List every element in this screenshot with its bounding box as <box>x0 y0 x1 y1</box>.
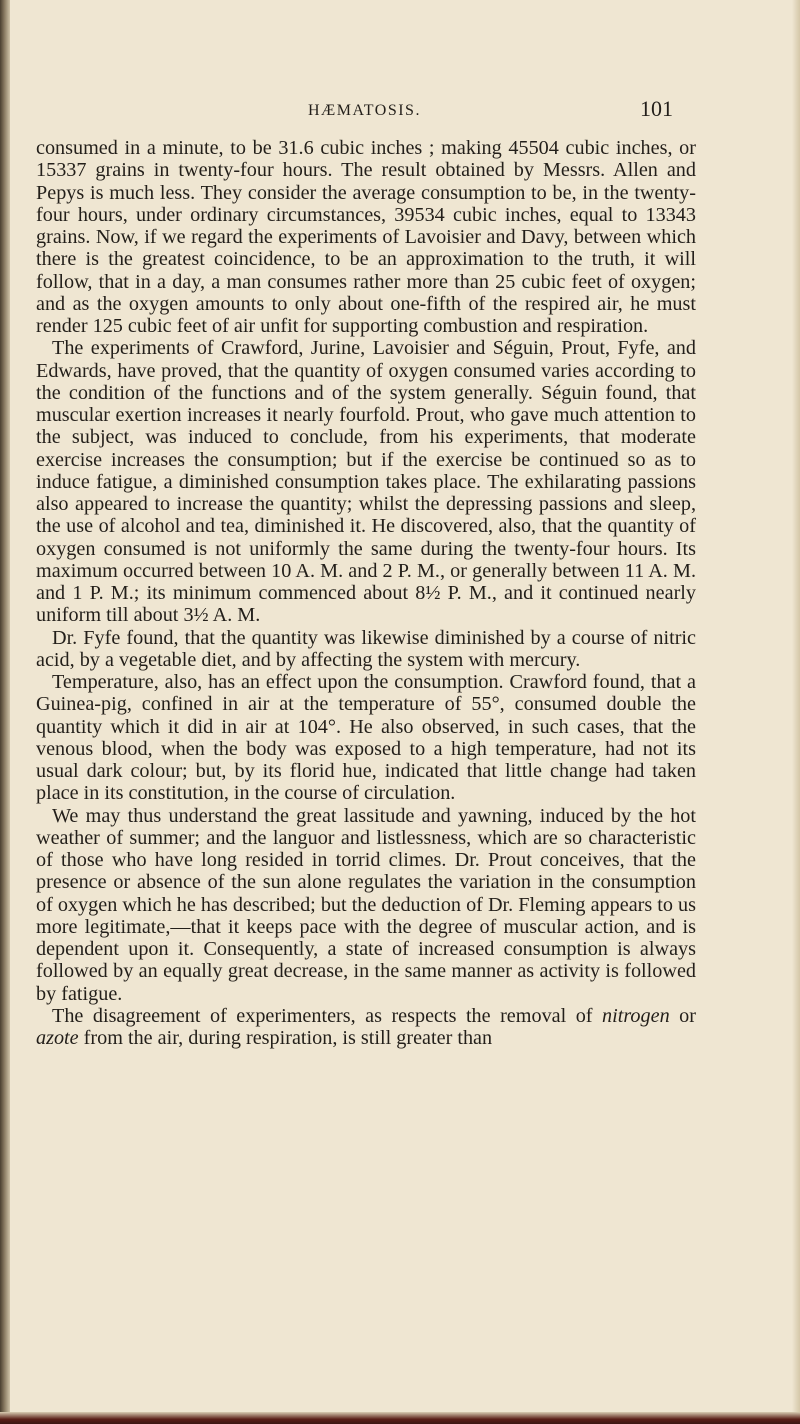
paragraph-6-text-a: The disagreement of experimenters, as respects the removal of <box>52 1004 603 1027</box>
paragraph-6 <box>36 1005 696 1050</box>
term-azote: azote <box>36 1027 79 1049</box>
page-number: 101 <box>640 96 673 121</box>
paragraph-1: consumed in a minute, to be 31.6 cubic inches ; making 45504 cubic inches, or 15337 grains in twenty-four hours. The result obtained by Messrs. Allen and Pepys is much less. They consider the average consumption to be, in the twenty-four hours, under ordinary circumstances, 39534 cubic inches, equal to 13343 grains. Now, if we regard the experiments of Lavoisier and Davy, between which there is the greatest coincidence, to be an approximation to the truth, it will follow, that in a day, a man consumes rather more than 25 cubic feet of oxygen; and as the oxygen amounts to only about one-fifth of the respired air, he must render 125 cubic feet of air unfit for supporting combustion and respiration. <box>36 137 696 337</box>
paragraph-6-text-b: or <box>669 1004 696 1027</box>
page-bottom-edge <box>0 1412 800 1424</box>
body-text <box>36 137 696 1049</box>
running-head: HÆMATOSIS. <box>308 102 421 119</box>
paragraph-6-text-c: from the air, during respiration, is still greater than <box>78 1027 493 1049</box>
paragraph-3: Dr. Fyfe found, that the quantity was likewise diminished by a course of nitric acid, by a vegetable diet, and by affecting the system with mercury. <box>36 626 696 671</box>
term-nitrogen: nitrogen <box>602 1004 670 1027</box>
paragraph-4: Temperature, also, has an effect upon the consumption. Crawford found, that a Guinea-pig, confined in air at the temperature of 55°, consumed double the quantity which it did in air at 104°. He also observed, in such cases, that the venous blood, when the body was exposed to a high temperature, had not its usual dark colour; but, by its florid hue, indicated that little change had taken place in its constitution, in the course of circulation. <box>36 671 696 805</box>
page-header <box>0 96 800 126</box>
paragraph-5: We may thus understand the great lassitude and yawning, induced by the hot weather of summer; and the languor and listlessness, which are so characteristic of those who have long resided in torrid climes. Dr. Prout conceives, that the presence or absence of the sun alone regulates the variation in the consumption of oxygen which he has described; but the deduction of Dr. Fleming appears to us more legitimate,—that it keeps pace with the degree of muscular action, and is dependent upon it. Consequently, a state of increased consumption is always followed by an equally great decrease, in the same manner as activity is followed by fatigue. <box>36 804 696 1005</box>
page-left-edge <box>0 0 10 1424</box>
page-right-edge <box>792 0 800 1424</box>
paragraph-2: The experiments of Crawford, Jurine, Lavoisier and Séguin, Prout, Fyfe, and Edwards, have proved, that the quantity of oxygen consumed varies according to the condition of the functions and of the system generally. Séguin found, that muscular exertion increases it nearly fourfold. Prout, who gave much attention to the subject, was induced to conclude, from his experiments, that moderate exercise increases the consumption; but if the exercise be continued so as to induce fatigue, a diminished consumption takes place. The exhilarating passions also appeared to increase the quantity; whilst the depressing passions and sleep, the use of alcohol and tea, diminished it. He discovered, also, that the quantity of oxygen consumed is not uniformly the same during the twenty-four hours. Its maximum occurred between 10 A. M. and 2 P. M., or generally between 11 A. M. and 1 P. M.; its minimum commenced about 8½ P. M., and it continued nearly uniform till about 3½ A. M. <box>36 337 696 627</box>
